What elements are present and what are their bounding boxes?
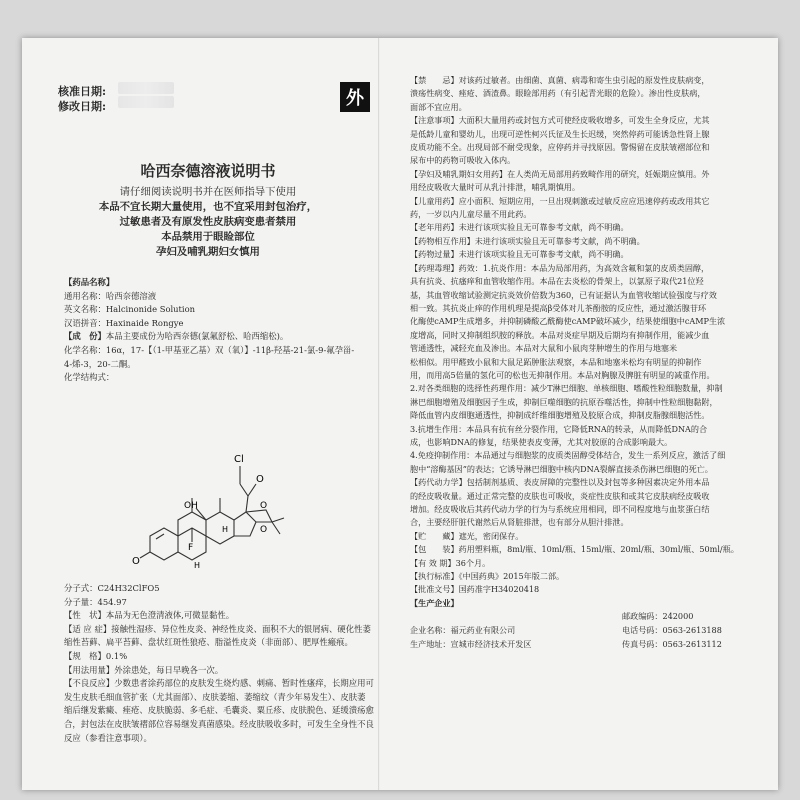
adverse-reaction: 反应（参看注意事项）。 (64, 732, 152, 743)
contraindication: 溃疡性病变、痤疮、酒渣鼻。眼睑部用药（有引起青光眼的危险）。渗出性皮肤病， (410, 88, 706, 99)
subtitle: 请仔细阅读说明书并在医师指导下使用 (119, 186, 297, 198)
postcode: 邮政编码：242000 (622, 611, 694, 622)
revision-date-label: 修改日期: (58, 100, 107, 113)
pharmacokinetics: 增加。经皮吸收后其药代动力学的行为与系统应用相同，即不同程度地与血浆蛋白结 (410, 504, 710, 514)
approval-date-label: 核准日期: (58, 85, 107, 98)
package: 【包 装】药用塑料瓶，8ml/瓶、10ml/瓶、15ml/瓶、20ml/瓶、30ml/瓶、50ml/瓶。 (410, 544, 739, 555)
caution: 是低龄儿童和婴幼儿，出现可逆性柯兴氏征及生长迟缓，突然停药可能诱急性肾上腺 (410, 128, 710, 139)
warning-line: 孕妇及哺乳期妇女慎用 (156, 246, 260, 258)
caution: 皮质功能不全。出现局部不耐受现象，应停药并寻找原因。警惕留在皮肤皱褶部位和 (410, 142, 710, 153)
indication: 【适 应 症】接触性湿疹、异位性皮炎、神经性皮炎、面积不大的银屑病、硬化性萎 (64, 623, 371, 634)
phone: 电话号码：0563-2613188 (622, 625, 722, 636)
pharmacology: 管通透性，减轻充血及渗出。本品对大鼠和小鼠肉芽肿增生的作用与地塞米 (410, 343, 678, 354)
company-address: 生产地址：宣城市经济技术开发区 (410, 639, 532, 650)
usage-dosage: 【用法用量】外涂患处，每日早晚各一次。 (64, 664, 224, 675)
adverse-reaction: 发生皮肤毛细血管扩张（尤其面部）、皮肤萎缩、萎缩纹（青少年易发生）、皮肤萎 (64, 691, 366, 702)
elderly: 【老年用药】未进行该项实验且无可靠参考文献，尚不明确。 (410, 222, 629, 233)
hydroxyl-label: OH (184, 501, 198, 511)
hydrogen-label: H (194, 561, 201, 570)
validity: 【有 效 期】36个月。 (410, 557, 491, 568)
methyl-groups (272, 518, 284, 534)
caution: 尿布中的药物可吸收入体内。 (410, 155, 516, 166)
pinyin-name: 汉语拼音：Haxinaide Rongye (64, 317, 184, 328)
approval-number: 【批准文号】国药准字H34020418 (410, 584, 540, 595)
structure-heading: 化学结构式： (64, 372, 115, 383)
storage: 【贮 藏】遮光，密闭保存。 (410, 530, 524, 541)
pharmacology: 相一致。其抗炎止痒的作用机理是提高β受体对儿茶酚胺的反应性，通过激活腺苷环 (410, 302, 707, 313)
double-bond (156, 534, 164, 539)
leaflet-sheet (22, 38, 778, 790)
right-column (378, 38, 774, 790)
manufacturer-heading: 【生产企业】 (410, 597, 459, 608)
overdose: 【药物过量】未进行该项实验且无可靠参考文献，尚不明确。 (410, 249, 629, 260)
pharmacology: 松相似。用甲醛致小鼠和大鼠足跖肿胀法观察，本品和地塞米松均有明显的抑制作 (410, 356, 702, 367)
character: 【性 状】本品为无色澄清液体,可微显黏性。 (64, 610, 235, 621)
pharmacology: 淋巴细胞增殖及细胞因子生成，抑制巨噬细胞的抗原吞噬活性，抑制中性粒细胞黏附， (410, 396, 718, 407)
left-column (22, 38, 382, 790)
contraindication: 【禁 忌】对该药过敏者。由细菌、真菌、病毒和寄生虫引起的原发性皮肤病变， (410, 75, 710, 85)
chemical-name: 化学名称：16α，17-【（1-甲基亚乙基）双（氧）】-11β-羟基-21-氯-9-氟孕甾- (64, 344, 355, 355)
pregnancy: 【孕妇及哺乳期妇女用药】在人类尚无局部用药致畸作用的研究，妊娠期应慎用。外 (410, 168, 710, 179)
composition-text: 本品主要成份为哈西奈德(氯氟舒松、哈西缩松)。 (105, 331, 289, 342)
oxygen-label: O (132, 556, 140, 567)
oxygen-label: O (260, 501, 268, 511)
english-name: 英文名称：Halcinonide Solution (64, 304, 196, 315)
adverse-reaction: 合，封包法在皮肤皱褶部位容易继发真菌感染。经皮肤吸收多时，可发生全身性不良 (64, 718, 374, 729)
warning-line: 本品不宜长期大量使用，也不宜采用封包治疗， (98, 201, 318, 213)
title-block (42, 160, 374, 260)
right-text-block (410, 74, 744, 650)
children: 【儿童用药】应小面积、短期应用，一旦出现刺激或过敏反应应迅速停药或改用其它 (410, 195, 710, 206)
adverse-reaction: 【不良反应】少数患者涂药部位的皮肤发生烧灼感、刺痛、暂时性瘙痒，长期应用可 (64, 678, 374, 689)
pharmacology: 度增高，同时又抑制组织胺的释放。本品对炎症早期及后期均有抑制作用，能减少血 (410, 329, 710, 340)
pharmacokinetics: 合，主要经肝脏代谢然后从肾脏排泄，也有部分从胆汁排泄。 (410, 517, 629, 528)
drug-info-block (64, 276, 374, 385)
pharmacokinetics: 的经皮吸收量。通过正常完整的皮肤也可吸收，炎症性皮肤和或其它皮肤病经皮吸收 (410, 490, 710, 501)
oxygen-label: O (260, 525, 268, 535)
fax: 传真号码：0563-2613112 (622, 639, 722, 650)
side-chain (240, 484, 248, 512)
pharmacology: 降低血管内皮细胞通透性，抑制成纤维细胞增殖及胶原合成，抑制皮脂腺细胞活性。 (410, 410, 710, 421)
ring-d (234, 512, 256, 536)
adverse-reaction: 缩后继发紫癜、痤疮、皮肤脆弱、多毛症、毛囊炎、粟丘疹、皮肤脱色、延缓溃疡愈 (64, 705, 374, 716)
carbonyl-bond (248, 484, 256, 496)
redacted-date (118, 82, 174, 94)
molecular-formula: 分子式：C24H32ClFO5 (64, 583, 160, 593)
children: 药，一岁以内儿童尽量不用此药。 (410, 209, 532, 220)
external-use-badge: 外 (340, 82, 370, 112)
standard: 【执行标准】《中国药典》2015年版二部。 (410, 571, 565, 582)
pharmacology: 成，也影响DNA的修复，结果使表皮变薄，尤其对胶原的合成影响最大。 (410, 436, 673, 447)
warning-line: 本品禁用于眼睑部位 (161, 231, 255, 243)
pregnancy: 用经皮吸收大量时可从乳汁排泄，哺乳期慎用。 (410, 182, 580, 193)
pharmacology: 基，其血管收缩试验测定抗炎效价倍数为360，已有证据认为血管收缩试验强度与疗效 (410, 289, 717, 300)
pharmacology: 胞中“溶酶基因”的表达；它诱导淋巴细胞中核内DNA裂解直接杀伤淋巴细胞的死亡。 (410, 463, 713, 474)
oxygen-label: O (256, 474, 264, 485)
pharmacology: 4.免疫抑制作用：本品通过与细胞浆的皮质类固醇受体结合，发生一系列反应，激活了细 (410, 450, 726, 461)
section-heading: 【成 份】 (64, 331, 106, 342)
generic-name: 通用名称：哈西奈德溶液 (64, 290, 157, 301)
hydrogen-label: H (222, 525, 229, 534)
fluorine-label: F (188, 543, 194, 553)
page-title: 哈西奈德溶液说明书 (140, 162, 276, 180)
caution: 【注意事项】大面积大量用药或封包方式可使经皮吸收增多，可发生全身反应，尤其 (410, 115, 710, 126)
manufacturer-block (410, 610, 744, 650)
chemical-name: 4-烯-3，20-二酮。 (64, 358, 136, 369)
specification: 【规 格】0.1% (64, 650, 128, 661)
warning-line: 过敏患者及有原发性皮肤病变患者禁用 (119, 216, 297, 228)
interaction: 【药物相互作用】未进行该项实验且无可靠参考文献，尚不明确。 (410, 235, 645, 246)
properties-block (64, 582, 374, 745)
redacted-date (118, 96, 174, 108)
pharmacology: 【药理毒理】药效：1.抗炎作用：本品为局部用药，为高效含氟和氯的皮质类固醇， (410, 262, 710, 273)
pharmacology: 2.对各类细胞的选择性药理作用：减少T淋巴细胞、单核细胞、嗜酸性粒细胞数量，抑制 (410, 383, 723, 394)
pharmacology: 具有抗炎、抗瘙痒和血管收缩作用。本品在去炎松的骨架上，以氯原子取代21位羟 (410, 276, 704, 287)
contraindication: 面部不宜应用。 (410, 101, 467, 112)
pharmacology: 用，而用高5倍量的氢化可的松也无抑制作用。本品对胸腺及脾脏有明显的减重作用。 (410, 369, 715, 380)
section-heading: 【药品名称】 (64, 277, 115, 287)
ring-c (206, 512, 234, 544)
ring-a (150, 528, 178, 560)
composition (64, 330, 374, 344)
ketone-bond (140, 552, 150, 558)
pharmacology: 3.抗增生作用：本品具有抗有丝分裂作用，它降低RNA的转录，从而降低DNA的合 (410, 423, 708, 434)
chlorine-label: Cl (234, 454, 244, 465)
pharmacokinetics: 【药代动力学】包括制剂基质、表皮屏障的完整性以及封包等多种因素决定外用本品 (410, 477, 710, 488)
chemical-structure-diagram (132, 418, 292, 578)
pharmacology: 化酶使cAMP生成增多，并抑制磷酸乙酰酶使cAMP破坏减少，结果使细胞中cAMP生浓 (410, 316, 726, 327)
molecular-weight: 分子量：454.97 (64, 596, 127, 607)
company-name: 企业名称：福元药业有限公司 (410, 625, 516, 636)
indication: 缩性苔藓、扁平苔藓、盘状红斑性狼疮、脂溢性皮炎（非面部）、肥厚性瘢痕。 (64, 637, 353, 648)
